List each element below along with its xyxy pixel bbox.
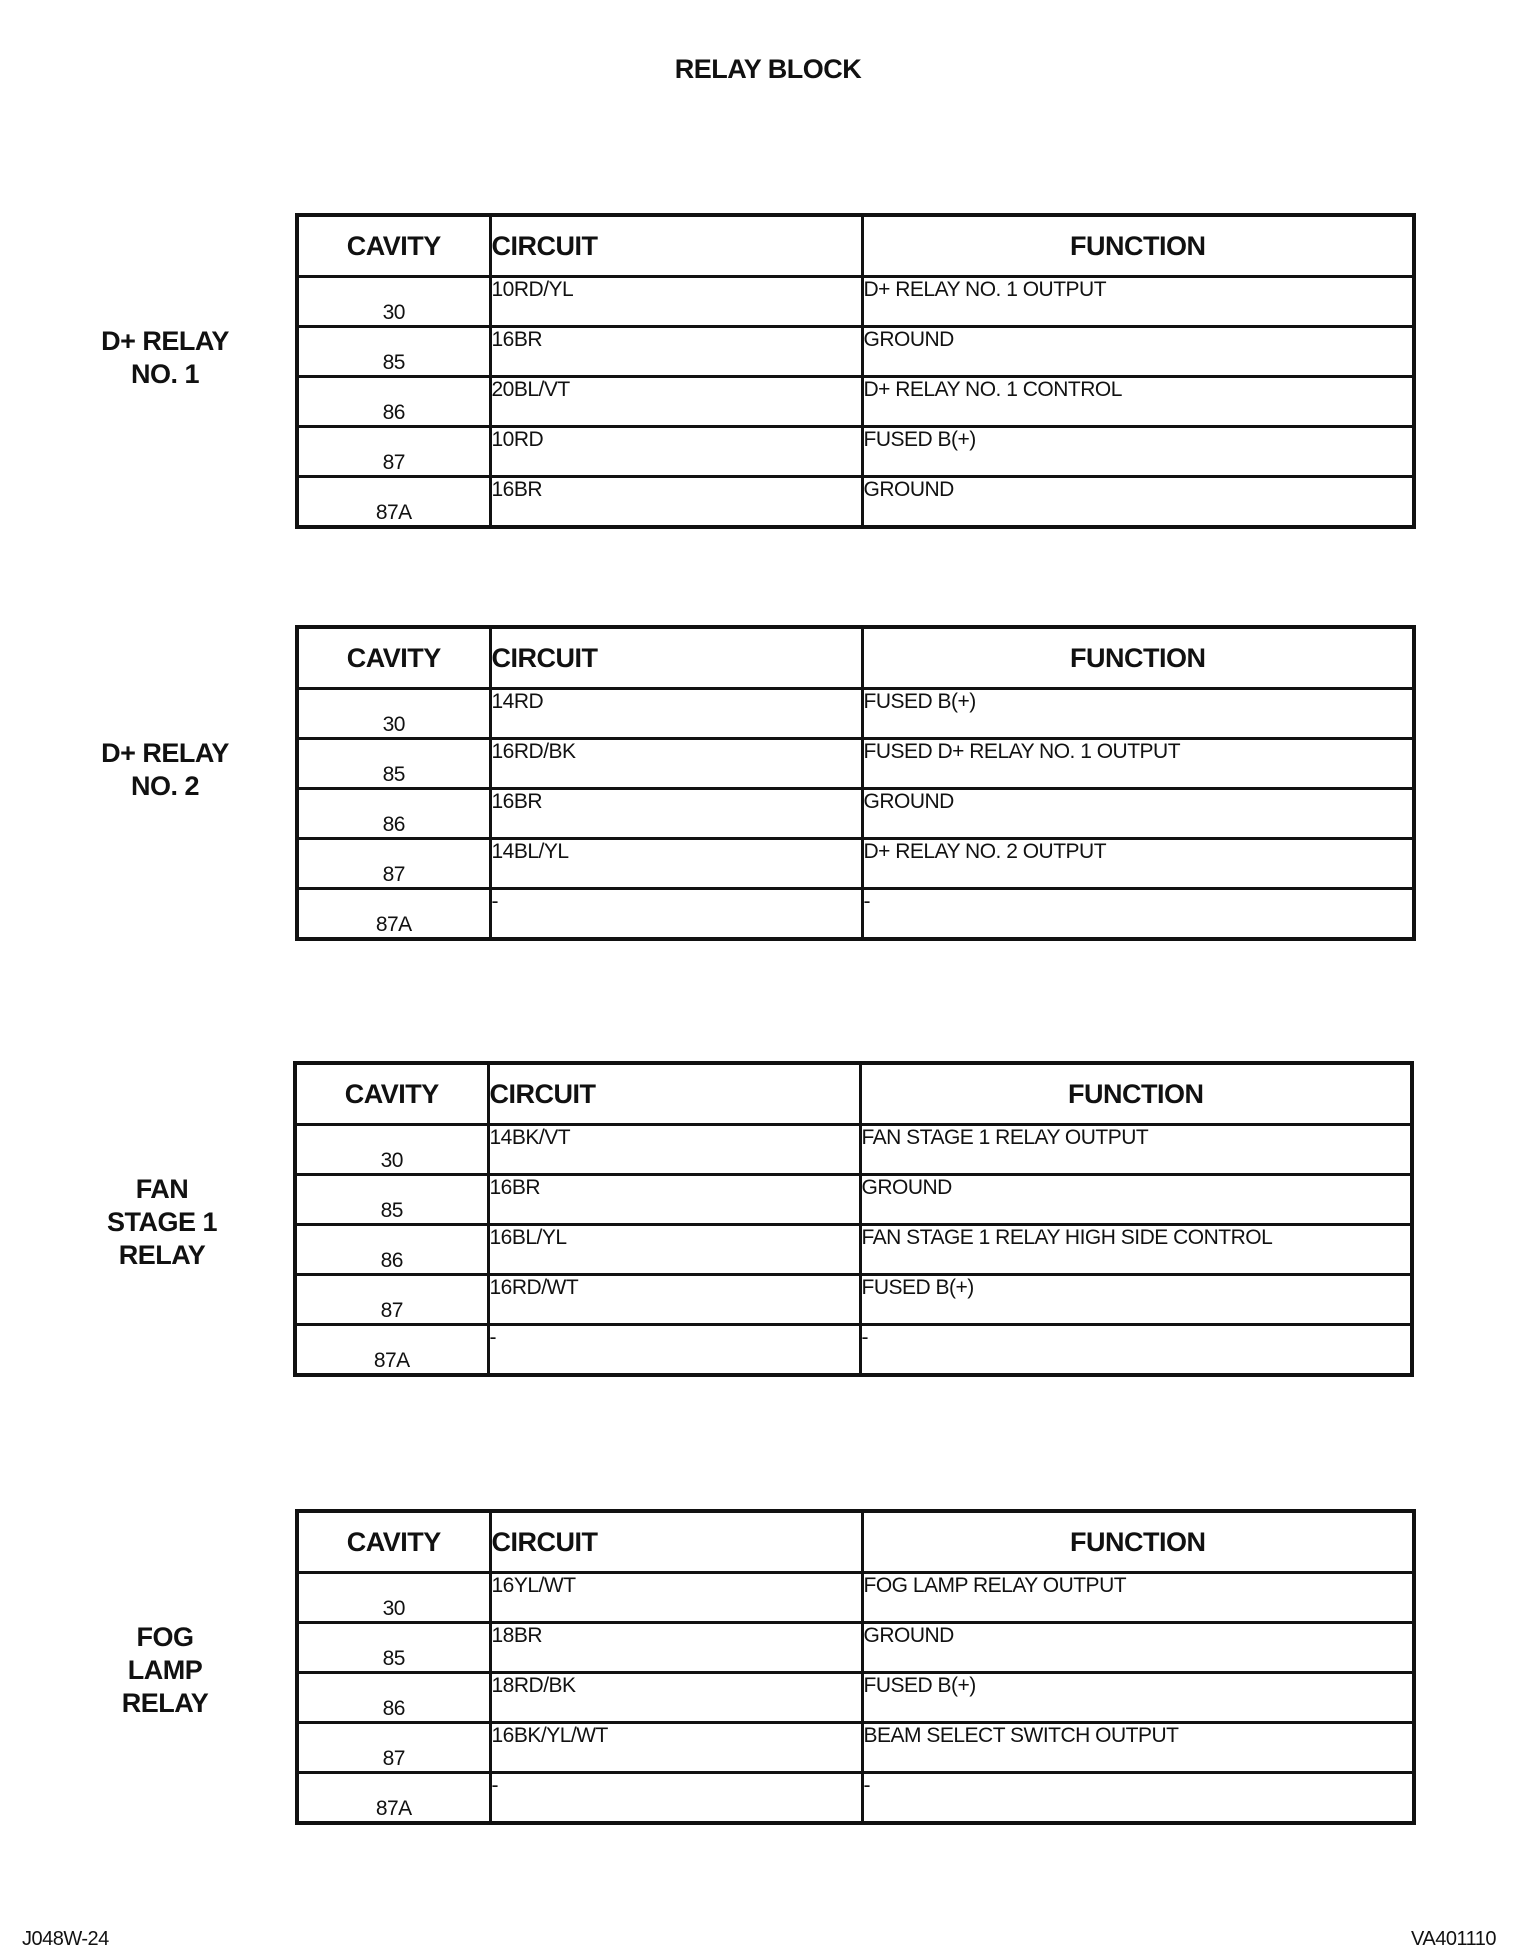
header-function: FUNCTION [860, 1063, 1412, 1125]
pin-table [295, 1509, 1416, 1825]
relay-label-line: RELAY [121, 1688, 209, 1718]
function-cell: BEAM SELECT SWITCH OUTPUT [862, 1723, 1414, 1773]
function-cell: - [862, 1773, 1414, 1824]
circuit-cell: - [490, 889, 862, 940]
table-row [295, 1175, 1412, 1225]
relay-label-line: D+ RELAY [101, 738, 229, 768]
cavity-cell: 87A [297, 1773, 490, 1824]
cavity-cell: 87 [295, 1275, 488, 1325]
table-row [297, 377, 1414, 427]
relay-label-line: NO. 1 [130, 359, 200, 389]
header-function: FUNCTION [862, 1511, 1414, 1573]
relay-label-line: LAMP [127, 1655, 203, 1685]
table-header-row [295, 1063, 1412, 1125]
relay-label-line: FAN [135, 1174, 189, 1204]
function-cell: GROUND [862, 477, 1414, 528]
table-row [297, 1723, 1414, 1773]
header-circuit: CIRCUIT [490, 1511, 862, 1573]
header-cavity: CAVITY [295, 1063, 488, 1125]
pin-table [293, 1061, 1414, 1377]
circuit-cell: 16BK/YL/WT [490, 1723, 862, 1773]
header-circuit: CIRCUIT [490, 627, 862, 689]
relay-section-d-plus-relay-1 [0, 213, 1536, 533]
header-circuit: CIRCUIT [490, 215, 862, 277]
relay-label-line: RELAY [118, 1240, 206, 1270]
cavity-cell: 87A [297, 477, 490, 528]
table-row [297, 427, 1414, 477]
relay-label [60, 737, 270, 803]
function-cell: - [862, 889, 1414, 940]
circuit-cell: 16RD/WT [488, 1275, 860, 1325]
pin-table [295, 625, 1416, 941]
table-row [297, 1673, 1414, 1723]
circuit-cell: 18RD/BK [490, 1673, 862, 1723]
table-row [295, 1275, 1412, 1325]
function-cell: GROUND [862, 789, 1414, 839]
cavity-cell: 86 [295, 1225, 488, 1275]
relay-label-line: STAGE 1 [106, 1207, 218, 1237]
circuit-cell: 20BL/VT [490, 377, 862, 427]
circuit-cell: 16BL/YL [488, 1225, 860, 1275]
relay-label-line: FOG [136, 1622, 194, 1652]
relay-label [57, 1173, 267, 1272]
circuit-cell: 14RD [490, 689, 862, 739]
function-cell: GROUND [862, 1623, 1414, 1673]
function-cell: D+ RELAY NO. 1 OUTPUT [862, 277, 1414, 327]
table-row [297, 327, 1414, 377]
function-cell: FUSED B(+) [862, 1673, 1414, 1723]
cavity-cell: 30 [297, 277, 490, 327]
document-code-left: J048W-24 [22, 1928, 109, 1950]
circuit-cell: 16YL/WT [490, 1573, 862, 1623]
function-cell: GROUND [862, 327, 1414, 377]
relay-label-line: NO. 2 [130, 771, 200, 801]
relay-label [60, 325, 270, 391]
circuit-cell: 16RD/BK [490, 739, 862, 789]
circuit-cell: 10RD [490, 427, 862, 477]
header-cavity: CAVITY [297, 215, 490, 277]
document-code-right: VA401110 [1411, 1928, 1496, 1950]
cavity-cell: 85 [297, 1623, 490, 1673]
function-cell: FUSED B(+) [862, 689, 1414, 739]
table-header-row [297, 1511, 1414, 1573]
circuit-cell: 16BR [490, 327, 862, 377]
circuit-cell: 18BR [490, 1623, 862, 1673]
table-header-row [297, 627, 1414, 689]
table-row [297, 739, 1414, 789]
function-cell: FUSED B(+) [860, 1275, 1412, 1325]
circuit-cell: 14BL/YL [490, 839, 862, 889]
function-cell: FAN STAGE 1 RELAY OUTPUT [860, 1125, 1412, 1175]
table-row [297, 477, 1414, 528]
circuit-cell: - [490, 1773, 862, 1824]
header-function: FUNCTION [862, 215, 1414, 277]
cavity-cell: 87A [297, 889, 490, 940]
relay-section-fan-stage-1-relay [0, 1061, 1536, 1381]
table-row [295, 1325, 1412, 1376]
table-row [295, 1225, 1412, 1275]
header-circuit: CIRCUIT [488, 1063, 860, 1125]
pin-table [295, 213, 1416, 529]
table-header-row [297, 215, 1414, 277]
circuit-cell: 14BK/VT [488, 1125, 860, 1175]
cavity-cell: 87 [297, 427, 490, 477]
table-row [297, 789, 1414, 839]
function-cell: FUSED B(+) [862, 427, 1414, 477]
cavity-cell: 87A [295, 1325, 488, 1376]
cavity-cell: 86 [297, 1673, 490, 1723]
function-cell: D+ RELAY NO. 2 OUTPUT [862, 839, 1414, 889]
table-row [297, 1773, 1414, 1824]
relay-label [60, 1621, 270, 1720]
function-cell: FAN STAGE 1 RELAY HIGH SIDE CONTROL [860, 1225, 1412, 1275]
cavity-cell: 86 [297, 377, 490, 427]
cavity-cell: 85 [295, 1175, 488, 1225]
relay-label-line: D+ RELAY [101, 326, 229, 356]
cavity-cell: 30 [295, 1125, 488, 1175]
table-row [297, 277, 1414, 327]
table-row [297, 689, 1414, 739]
circuit-cell: 16BR [490, 789, 862, 839]
cavity-cell: 87 [297, 839, 490, 889]
table-row [295, 1125, 1412, 1175]
function-cell: FUSED D+ RELAY NO. 1 OUTPUT [862, 739, 1414, 789]
header-cavity: CAVITY [297, 627, 490, 689]
function-cell: - [860, 1325, 1412, 1376]
cavity-cell: 85 [297, 327, 490, 377]
table-row [297, 1623, 1414, 1673]
page-title: RELAY BLOCK [674, 54, 862, 84]
cavity-cell: 30 [297, 1573, 490, 1623]
header-cavity: CAVITY [297, 1511, 490, 1573]
function-cell: FOG LAMP RELAY OUTPUT [862, 1573, 1414, 1623]
cavity-cell: 85 [297, 739, 490, 789]
circuit-cell: 16BR [488, 1175, 860, 1225]
circuit-cell: 16BR [490, 477, 862, 528]
cavity-cell: 86 [297, 789, 490, 839]
cavity-cell: 87 [297, 1723, 490, 1773]
circuit-cell: 10RD/YL [490, 277, 862, 327]
table-row [297, 1573, 1414, 1623]
function-cell: D+ RELAY NO. 1 CONTROL [862, 377, 1414, 427]
relay-section-fog-lamp-relay [0, 1509, 1536, 1829]
header-function: FUNCTION [862, 627, 1414, 689]
function-cell: GROUND [860, 1175, 1412, 1225]
circuit-cell: - [488, 1325, 860, 1376]
table-row [297, 889, 1414, 940]
table-row [297, 839, 1414, 889]
relay-section-d-plus-relay-2 [0, 625, 1536, 945]
cavity-cell: 30 [297, 689, 490, 739]
